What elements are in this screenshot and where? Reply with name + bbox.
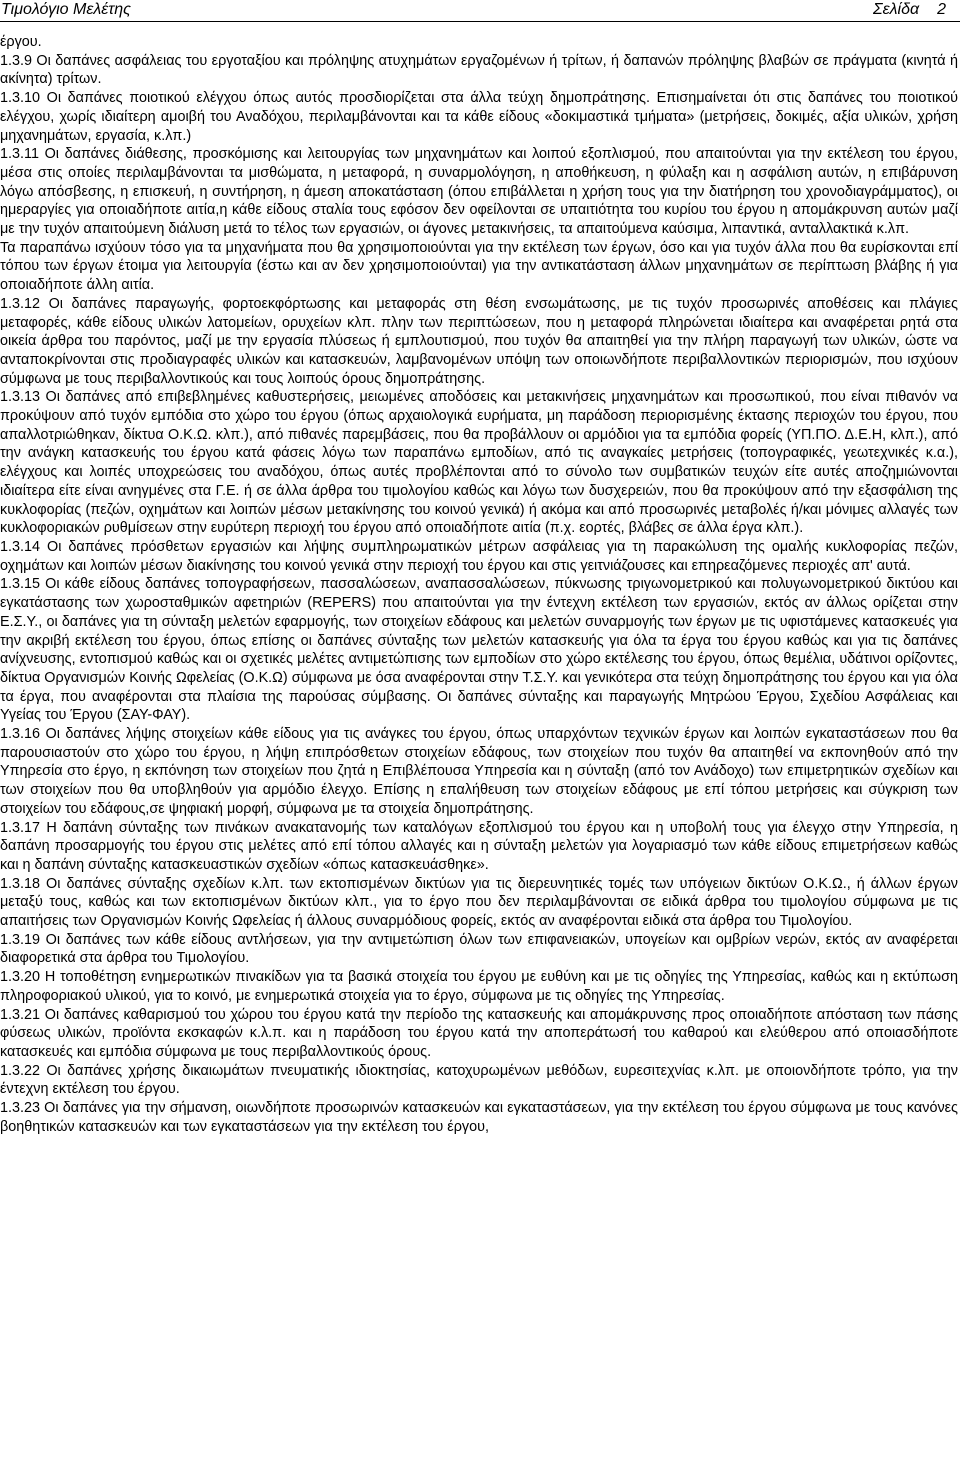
paragraph-1-3-19: 1.3.19 Οι δαπάνες των κάθε είδους αντλήσεων, για την αντιμετώπιση όλων των επιφανειακών, υπογείων και ομβρίων νερών, εκτός αν αναφέρεται διαφορετικά στα άρθρα του Τιμολογίου.: [0, 931, 958, 967]
paragraph-1-3-10: 1.3.10 Οι δαπάνες ποιοτικού ελέγχου όπως αυτός προσδιορίζεται στα άλλα τεύχη δημοπράτησης. Επισημαίνεται ότι στις δαπάνες του ποιοτικού ελέγχου, χωρίς ιδιαίτερη αμοιβή του Αναδόχου, περιλαμβάνονται και τα κάθε είδους «δοκιμαστικά τμήματα» (μετρήσεις, δοκιμές, αξία υλικών, χρήση μηχανημάτων, εργασία, κ.λπ.): [0, 90, 958, 144]
page-number: 2: [937, 1, 946, 18]
page-indicator: [873, 0, 946, 20]
paragraph-1-3-11-note: Τα παραπάνω ισχύουν τόσο για τα μηχανήματα που θα χρησιμοποιούνται για την εκτέλεση των έργων, όσο και για τυχόν άλλα που θα ευρίσκονται επί τόπου των έργων έτοιμα για λειτουργία (έστω και αν δεν χρησιμοποιούνται) για την αντικατάσταση άλλων μηχανημάτων σε περίπτωση βλάβης ή για οποιαδήποτε άλλη αιτία.: [0, 239, 958, 294]
paragraph-1-3-23: 1.3.23 Οι δαπάνες για την σήμανση, οιωνδήποτε προσωρινών κατασκευών και εγκαταστάσεων, για την εκτέλεση του έργου σύμφωνα με τους κανόνες βοηθητικών κατασκευών και των εγκαταστάσεων για την εκτέλεση του έργου,: [0, 1100, 958, 1135]
paragraph-1-3-20: 1.3.20 Η τοποθέτηση ενημερωτικών πινακίδων για τα βασικά στοιχεία του έργου με ευθύνη και με τις οδηγίες της Υπηρεσίας, καθώς και η εκτύπωση πληροφοριακού υλικού, για το κοινό, με ενημερωτικά στοιχεία για το έργο, σύμφωνα με τις οδηγίες της Υπηρεσίας.: [0, 969, 958, 1004]
paragraph-1-3-17: 1.3.17 Η δαπάνη σύνταξης των πινάκων ανακατανομής των καταλόγων εξοπλισμού του έργου και η υποβολή τους για έλεγχο στην Υπηρεσία, η δαπάνη προσαρμογής του έργου στις μελέτες από επί τόπου αλλαγές και η σύνταξη μελετών για λογαριασμό των κάθε είδους επιμετρήσεων καθώς και η δαπάνη σύνταξης κατασκευαστικών σχεδίων «όπως κατασκευάσθηκε».: [0, 819, 958, 873]
paragraph-continuation: έργου.: [0, 34, 42, 50]
header-divider: [0, 21, 960, 22]
paragraph-1-3-13: 1.3.13 Οι δαπάνες από επιβεβλημένες καθυστερήσεις, μειωμένες αποδόσεις και μετακινήσεις μηχανημάτων και προσωπικού, που είναι πιθανόν να προκύψουν από τυχόν εμπόδια στο χώρο του έργου (όπως αρχαιολογικά ευρήματα, μη παράδοση περιορισμένης έκτασης περιοχών του έργου, που απαλλοτριώθηκαν, δίκτυα Ο.Κ.Ω. κλπ.), από πιθανές παρεμβάσεις, που θα προβάλλουν οι αρμόδιοι για τα εμπόδια φορείς (ΥΠ.ΠΟ. Δ.Ε.Η, κλπ.), από την ανάγκη κατασκευής του έργου κατά φάσεις λόγω των παραπάνω εμποδίων, από τις αναγκαίες μετρήσεις (τοπογραφικές, γεωτεχνικές κ.α.), ελέγχους και λοιπές υποχρεώσεις του αναδόχου, όπως αυτές προβλέπονται από το σύνολο των συμβατικών τευχών είτε αυτές αποζημιώνονται ιδιαίτερα είτε είναι ανηγμένες στα Γ.Ε. ή σε άλλα άρθρα του τιμολογίου καθώς και λόγω των δυσχερειών, που θα προκύψουν από την εξασφάλιση της κυκλοφορίας (πεζών, οχημάτων και λοιπών μέσων μετακίνησης του κοινού γενικά) ή ακόμα και από προσωρινές μεταβολές ή/και μόνιμες αλλαγές των κυκλοφοριακών ρυθμίσεων στην ευρύτερη περιοχή του έργου από οποιαδήποτε αιτία (π.χ. εορτές, βλάβες σε άλλα έργα κλπ.).: [0, 389, 958, 537]
paragraph-1-3-11: 1.3.11 Οι δαπάνες διάθεσης, προσκόμισης και λειτουργίας των μηχανημάτων και λοιπού εξοπλισμού, που απαιτούνται για την εκτέλεση του έργου, μέσα στις οποίες περιλαμβάνονται τα μισθώματα, η μεταφορά, η συναρμολόγηση, η αποθήκευση, η φύλαξη και η ασφάλιση αυτών, η επιβάρυνση λόγω απόσβεσης, η επισκευή, η συντήρηση, η άμεση αποκατάσταση (όπου επιβάλλεται η χρήση τους για την διατήρηση του χρονοδιαγράμματος), οι ημεραργίες για οποιαδήποτε αιτία,η κάθε είδους σταλία τους εφόσον δεν οφείλονται σε υπαιτιότητα του κυρίου του έργου η απομάκρυνση αυτών μαζί με την τυχόν απαιτούμενη διάλυση μετά το τέλος των εργασιών, οι άγονες μετακινήσεις, τα απαιτούμενα καύσιμα, λιπαντικά, ανταλλακτικά κ.λπ.: [0, 146, 958, 238]
paragraph-1-3-15: 1.3.15 Οι κάθε είδους δαπάνες τοπογραφήσεων, πασσαλώσεων, αναπασσαλώσεων, πύκνωσης τριγωνομετρικού και πολυγωνομετρικού δικτύου και εγκατάστασης των χωροσταθμικών αφετηριών (REPERS) που απαιτούνται για την έντεχνη εκτέλεση των εργασιών, εκτός αν άλλως ορίζεται στην Ε.Σ.Υ., οι δαπάνες για τη σύνταξη μελετών εφαρμογής, των στοιχείων εδάφους και μελετών συναρμογής των έργων με τις υφιστάμενες κατασκευές για την ακριβή εκτέλεση του έργου, όπως επίσης οι δαπάνες σύνταξης των μελετών κατασκευής για όλα τα έργα του έργου καθώς και για τις δαπάνες ανίχνευσης, εντοπισμού καθώς και οι σχετικές μελέτες αντιμετώπισης των εμποδίων στο χώρο εκτέλεσης του έργου, όπως θεμέλια, υδάτινοι ορίζοντες, δίκτυα Οργανισμών Κοινής Ωφελείας (Ο.Κ.Ω) σύμφωνα με όσα αναφέρονται στην Τ.Σ.Υ. και γενικότερα στα τεύχη δημοπράτησης του έργου και για όλα τα έργα, που αναφέρονται στα πλαίσια της παρούσας σύμβασης. Οι δαπάνες σύνταξης και παραγωγής Μητρώου Έργου, Σχεδίου Ασφάλειας και Υγείας του Έργου (ΣΑΥ-ΦΑΥ).: [0, 576, 958, 724]
paragraph-1-3-21: 1.3.21 Οι δαπάνες καθαρισμού του χώρου του έργου κατά την περίοδο της κατασκευής και απομάκρυνσης προς οποιαδήποτε απόσταση των πάσης φύσεως υλικών, προϊόντα εκσκαφών κ.λ.π. και η παράδοση του έργου κατά την αποπεράτωσή του καθαρού και ελεύθερου από οποιασδήποτε κατασκευές και εμπόδια σύμφωνα με τους περιβαλλοντικούς όρους.: [0, 1006, 958, 1060]
paragraph-1-3-9: 1.3.9 Οι δαπάνες ασφάλειας του εργοταξίου και πρόληψης ατυχημάτων εργαζομένων ή τρίτων, ή δαπανών πρόληψης βλαβών σε πράγματα (κινητά ή ακίνητα) τρίτων.: [0, 52, 958, 88]
paragraph-1-3-12: 1.3.12 Οι δαπάνες παραγωγής, φορτοεκφόρτωσης και μεταφοράς στη θέση ενσωμάτωσης, με τις τυχόν προσωρινές αποθέσεις και πλάγιες μεταφορές, κάθε είδους υλικών λατομείων, ορυχείων κλπ. πλην των περιπτώσεων, που η μεταφορά πληρώνεται ιδιαίτερα και αναφέρεται ρητά στα οικεία άρθρα του παρόντος, μαζί με την εργασία πλύσεως ή εμπλουτισμού, που τυχόν θα απαιτηθεί για την πλήρη παραγωγή των υλικών, ώστε να ανταποκρίνονται στις προδιαγραφές υλικών και κατασκευών, λαμβανομένων υπόψη των οποιωνδήποτε περιβαλλοντικών περιορισμών, που ισχύουν σύμφωνα με τους περιβαλλοντικούς και τους λοιπούς όρους δημοπράτησης.: [0, 295, 958, 387]
document-title: Τιμολόγιο Μελέτης: [1, 1, 131, 18]
paragraph-1-3-18: 1.3.18 Οι δαπάνες σύνταξης σχεδίων κ.λπ. των εκτοπισμένων δικτύων για τις διερευνητικές τομές των υπόγειων δικτύων Ο.Κ.Ω., ή άλλων έργων μεταξύ τους, καθώς και των εκτοπισμένων δικτύων κλπ., για το έργο που δεν περιλαμβάνονται σε ειδικά άρθρα του τιμολογίου σύμφωνα με τις απαιτήσεις των Οργανισμών Κοινής Ωφελείας ή άλλους συναρμόδιους φορείς, εκτός αν αναφέρονται ειδικά στα άρθρα του Τιμολογίου.: [0, 875, 958, 930]
page-label: Σελίδα: [873, 1, 920, 18]
paragraph-1-3-14: 1.3.14 Οι δαπάνες πρόσθετων εργασιών και λήψης συμπληρωματικών μέτρων ασφάλειας για τη παρακώλυση της ομαλής κυκλοφορίας πεζών, οχημάτων και λοιπών μέσων διακίνησης του κοινού γενικά στην περιοχή του έργου και στις γειτνιάζουσες και επηρεαζόμενες περιοχές απ' αυτά.: [0, 538, 958, 574]
page-header: [0, 0, 960, 22]
paragraph-1-3-22: 1.3.22 Οι δαπάνες χρήσης δικαιωμάτων πνευματικής ιδιοκτησίας, κατοχυρωμένων μεθόδων, ευρεσιτεχνίας κ.λπ. με οποιονδήποτε τρόπο, για την έντεχνη εκτέλεση του έργου.: [0, 1062, 958, 1098]
paragraph-1-3-16: 1.3.16 Οι δαπάνες λήψης στοιχείων κάθε είδους για τις ανάγκες του έργου, όπως υπαρχόντων τεχνικών έργων και λοιπών εγκαταστάσεων που θα παρουσιαστούν στο χώρο του έργου, η λήψη επιπρόσθετων στοιχείων εδάφους, των στοιχείων που τυχόν θα απαιτηθεί να εκπονηθούν από την Υπηρεσία στο έργο, η εκπόνηση των στοιχείων που ζητά η Επιβλέπουσα Υπηρεσία και η σύνταξη (από τον Ανάδοχο) των επιμετρητικών σχεδίων και των στοιχείων που θα υποβληθούν για αρμόδιο έλεγχο. Επίσης η επαλήθευση των στοιχείων εδάφους με επί τόπου μετρήσεις και σύγκριση των στοιχείων του εδάφους,σε ψηφιακή μορφή, σύμφωνα με τα στοιχεία δημοπράτησης.: [0, 726, 958, 817]
document-body: [0, 33, 958, 1136]
